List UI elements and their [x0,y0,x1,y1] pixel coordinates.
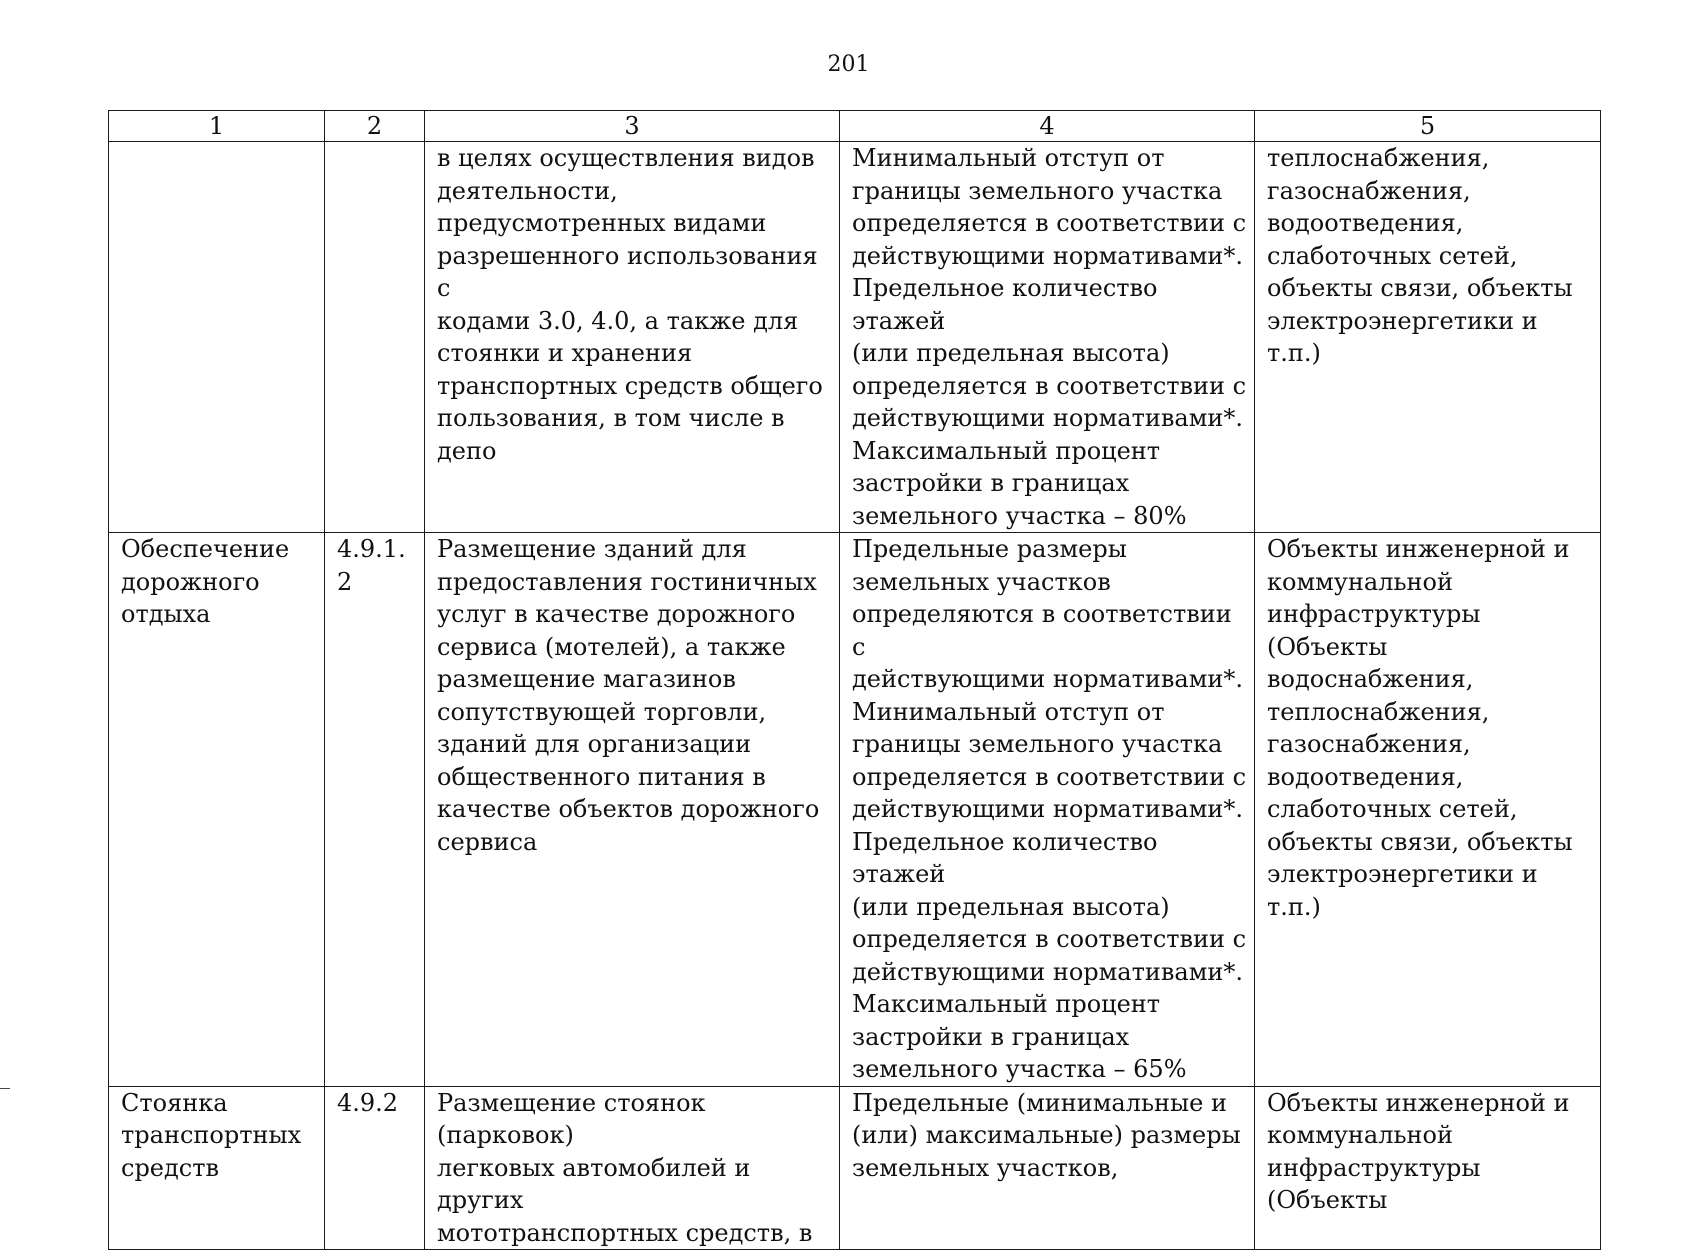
use-description-cell: в целях осуществления видов деятельности, предусмотренных видами разрешенного использования с кодами 3.0, 4.0, а также для стоянки и хранения транспортных средств общего пользования, в том числе в депо [425,142,840,533]
use-code-cell [325,142,425,533]
auxiliary-uses-cell: теплоснабжения, газоснабжения, водоотведения, слаботочных сетей, объекты связи, объекты электроэнергетики и т.п.) [1255,142,1601,533]
header-col-5: 5 [1255,111,1601,142]
table-row [109,533,1601,1087]
use-description-cell: Размещение зданий для предоставления гостиничных услуг в качестве дорожного сервиса (мотелей), а также размещение магазинов сопутствующей торговли, зданий для организации общественного питания в качестве объектов дорожного сервиса [425,533,840,1087]
auxiliary-uses-cell: Объекты инженерной и коммунальной инфраструктуры (Объекты [1255,1086,1601,1250]
auxiliary-uses-cell: Объекты инженерной и коммунальной инфраструктуры (Объекты водоснабжения, теплоснабжения, газоснабжения, водоотведения, слаботочных сетей, объекты связи, объекты электроэнергетики и т.п.) [1255,533,1601,1087]
use-name-cell: Обеспечение дорожного отдыха [109,533,325,1087]
use-code-cell: 4.9.2 [325,1086,425,1250]
header-col-3: 3 [425,111,840,142]
use-description-cell: Размещение стоянок (парковок) легковых автомобилей и других мототранспортных средств, в [425,1086,840,1250]
header-col-1: 1 [109,111,325,142]
scan-edge-mark [0,1088,10,1089]
header-col-4: 4 [840,111,1255,142]
use-name-cell: Стоянка транспортных средств [109,1086,325,1250]
parameters-cell: Минимальный отступ от границы земельного участка определяется в соответствии с действующими нормативами*. Предельное количество этажей (или предельная высота) определяется в соответствии с действующими нормативами*. Максимальный процент застройки в границах земельного участка – 80% [840,142,1255,533]
zoning-table [108,110,1601,1250]
parameters-cell: Предельные (минимальные и (или) максимальные) размеры земельных участков, [840,1086,1255,1250]
table-header-row [109,111,1601,142]
table-row [109,1086,1601,1250]
use-code-cell: 4.9.1.2 [325,533,425,1087]
table-row [109,142,1601,533]
use-name-cell [109,142,325,533]
page-number: 201 [827,52,870,77]
header-col-2: 2 [325,111,425,142]
parameters-cell: Предельные размеры земельных участков определяются в соответствии с действующими нормативами*. Минимальный отступ от границы земельного участка определяется в соответствии с действующими нормативами*. Предельное количество этажей (или предельная высота) определяется в соответствии с действующими нормативами*. Максимальный процент застройки в границах земельного участка – 65% [840,533,1255,1087]
